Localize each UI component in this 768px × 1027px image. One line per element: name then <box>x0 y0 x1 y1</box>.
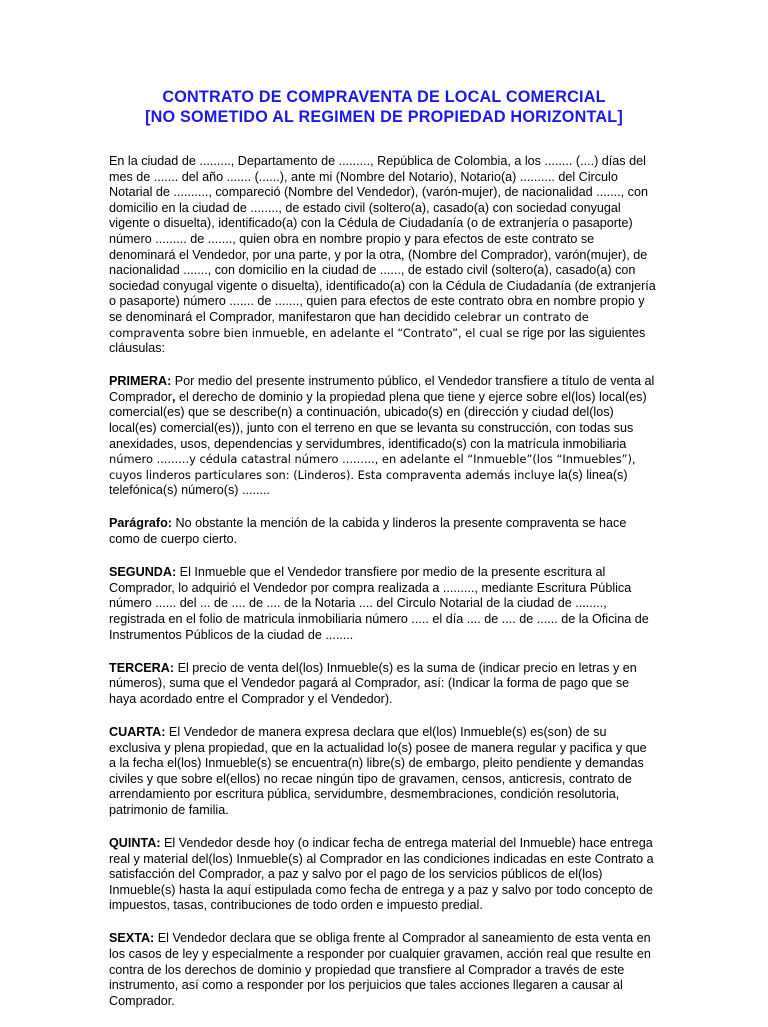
clause-label: SEGUNDA: <box>109 565 177 580</box>
clause-text: El Vendedor desde hoy (o indicar fecha de entrega material del Inmueble) hace entrega real y material del(los) Inmueble(s) al Comprador en las condiciones indicadas en este Contrato a satisfacción del Comprador, a paz y salvo por el pago de los servicios públicos de el(los) Inmueble(s) hasta la aquí estipulada como fecha de entrega y a paz y salvo por todo concepto de impuestos, tasas, contribuciones de todo orden e impuesto predial. <box>109 835 654 913</box>
clause-text-a: Por medio del presente instrumento público, el Vendedor transfiere a título de venta al Comprador <box>109 374 655 404</box>
clause-label: TERCERA: <box>109 660 175 675</box>
clause-quinta <box>109 836 657 914</box>
clause-label: SEXTA: <box>109 931 155 946</box>
clause-comma: , <box>172 389 176 404</box>
document-title-line-2: [NO SOMETIDO AL REGIMEN DE PROPIEDAD HORIZONTAL] <box>145 108 623 126</box>
clause-text-c: la(s) linea(s) telefónica(s) número(s) ........ <box>109 467 628 498</box>
clause-text-alt: número .........y cédula catastral número ........., en adelante el “Inmueble”(los “Inmuebles”), cuyos linderos particulares son: (Linderos). Esta compraventa además incluye <box>109 452 636 482</box>
clause-tercera <box>109 661 657 708</box>
clause-text-b: el derecho de dominio y la propiedad plena que tiene y ejerce sobre el(los) local(es) comercial(es) que se describe(n) a continuación, ubicado(s) en (dirección y ciudad del(los) local(es) comercial(es)), junto con el terreno en que se levanta su construcción, con todas sus anexidades, usos, dependencias y servidumbres, identificado(s) con la matrícula inmobiliaria <box>109 389 647 451</box>
clause-paragrafo <box>109 516 657 547</box>
clause-text: El Inmueble que el Vendedor transfiere por medio de la presente escritura al Comprador, lo adquirió el Vendedor por compra realizada a ........., mediante Escritura Pública número ...... del ... de .... de .... de la Notaria .... del Circulo Notarial de la ciudad de ........, registrada en el folio de matricula inmobiliaria número ..... el día .... de .... de ...... de la Oficina de Instrumentos Públicos de la ciudad de ........ <box>109 565 649 642</box>
clause-label: PRIMERA: <box>109 374 172 389</box>
clause-label: Parágrafo: <box>109 516 172 531</box>
document-body <box>109 154 657 1027</box>
intro-text-a: En la ciudad de ........., Departamento de ........., República de Colombia, a los ........ (....) días del mes de ....... del año ....... (......), ante mi (Nombre del Notario), Notario(a) .......... del Circulo Notarial de .........., compareció (Nombre del Vendedor), (varón-mujer), de nacionalidad ......., con domicilio en la ciudad de ........, de estado civil (soltero(a), casado(a) con sociedad conyugal vigente o disuelta), identificado(a) con la Cédula de Ciudadanía (o de extranjería o pasaporte) número ......... de ......., quien obra en nombre propio y para efectos de este contrato se denominará el Vendedor, por una parte, y por la otra, (Nombre del Comprador), varón(mujer), de nacionalidad ......., con domicilio en la ciudad de ......, de estado civil (soltero(a), casado(a) con sociedad conyugal vigente o disuelta), identificado(a) con la Cédula de Ciudadanía (de extranjería o pasaporte) número ....... de ......., quien para efectos de este contrato obra en nombre propio y se denominará el Comprador, manifestaron que han decidido <box>109 154 656 324</box>
intro-paragraph <box>109 154 657 357</box>
clause-text: El Vendedor declara que se obliga frente al Comprador al saneamiento de esta venta en los casos de ley y especialmente a responder por cualquier gravamen, acción real que resulte en contra de los derechos de dominio y propiedad que transfiere al Comprador a través de este instrumento, así como a responder por los perjuicios que tales acciones llegaren a causar al Comprador. <box>109 931 651 1008</box>
intro-text-c: rige por las siguientes cláusulas: <box>109 325 646 356</box>
clause-sexta <box>109 931 657 1009</box>
clause-text: No obstante la mención de la cabida y linderos la presente compraventa se hace como de cuerpo cierto. <box>109 516 627 547</box>
clause-cuarta <box>109 725 657 819</box>
clause-label: CUARTA: <box>109 724 166 739</box>
clause-primera <box>109 374 657 499</box>
clause-text: El Vendedor de manera expresa declara que el(los) Inmueble(s) es(son) de su exclusiva y plena propiedad, que en la actualidad lo(s) posee de manera regular y pacifica y que a la fecha el(los) Inmueble(s) se encuentra(n) libre(s) de embargo, pleito pendiente y demandas civiles y que sobre el(ellos) no recae ningún tipo de gravamen, censos, anticresis, contrato de arrendamiento por escritura pública, servidumbre, desmembraciones, condición resolutoria, patrimonio de familia. <box>109 724 647 817</box>
document-title-line-1: CONTRATO DE COMPRAVENTA DE LOCAL COMERCIAL <box>162 88 606 106</box>
clause-segunda <box>109 565 657 643</box>
clause-text: El precio de venta del(los) Inmueble(s) es la suma de (indicar precio en letras y en números), suma que el Vendedor pagará al Comprador, así: (Indicar la forma de pago que se haya acordado entre el Comprador y el Vendedor). <box>109 660 637 706</box>
clause-label: QUINTA: <box>109 835 161 850</box>
intro-text-b: celebrar un contrato de compraventa sobre bien inmueble, en adelante el “Contrato”, el cual se <box>109 309 589 340</box>
